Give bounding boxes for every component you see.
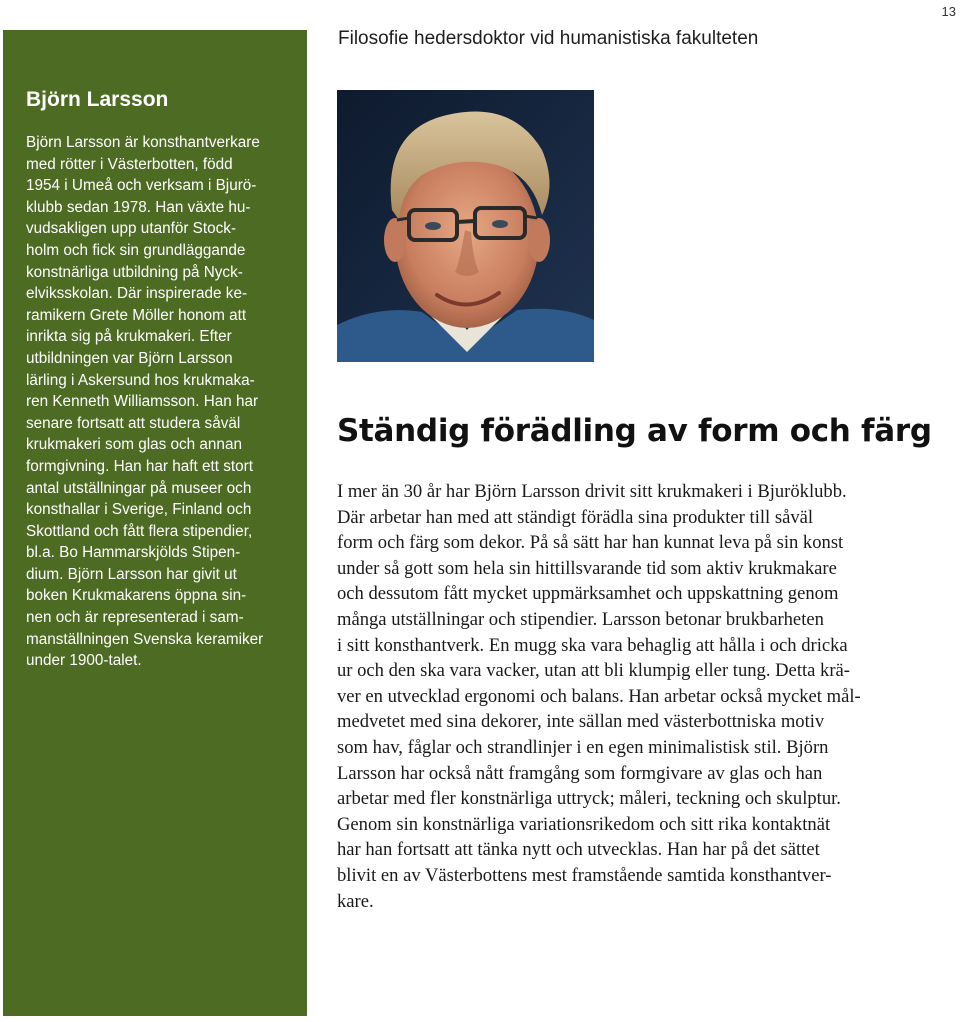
page-number: 13 <box>941 4 956 19</box>
faculty-header: Filosofie hedersdoktor vid humanistiska fakulteten <box>338 28 759 49</box>
article-body: I mer än 30 år har Björn Larsson drivit sitt krukmakeri i Bjuröklubb. Där arbetar han med att ständigt förädla sina produkter till såväl form och färg som dekor. På så sätt har han kunnat leva på sin konst under så gott som hela sin hittillsvarande tid som aktiv krukmakare och dessutom fått mycket uppmärksamhet och uppskattning genom många utställningar och stipendier. Larsson betonar brukbarheten i sitt konsthantverk. En mugg ska vara behaglig att hålla i och dricka ur och den ska vara vacker, utan att bli klumpig eller tung. Detta krä- ver en utvecklad ergonomi och balans. Han arbetar också mycket mål- medvetet med sina dekorer, inte sällan med västerbottniska motiv som hav, fåglar och strandlinjer i en egen minimalistisk stil. Björn Larsson har också nått framgång som formgivare av glas och han arbetar med fler konstnärliga uttryck; måleri, teckning och skulptur. Genom sin konstnärliga variationsrikedom och sitt rika kontaktnät har han fortsatt att tänka nytt och utvecklas. Han har på det sättet blivit en av Västerbottens mest framstående samtida konsthantver- kare. <box>337 481 861 912</box>
biography-sidebar <box>3 30 307 1016</box>
portrait-photo <box>337 90 594 362</box>
sidebar-biography-text: Björn Larsson är konsthantverkare med rötter i Västerbotten, född 1954 i Umeå och verksam i Bjurö- klubb sedan 1978. Han växte hu- vudsakligen upp utanför Stock- holm och fick sin grundläggande konstnärliga utbildning på Nyck- elviksskolan. Där inspirerade ke- ramikern Grete Möller honom att inrikta sig på krukmakeri. Efter utbildningen var Björn Larsson lärling i Askersund hos krukmaka- ren Kenneth Williamsson. Han har senare fortsatt att studera såväl krukmakeri som glas och annan formgivning. Han har haft ett stort antal utställningar på museer och konsthallar i Sverige, Finland och Skottland och fått flera stipendier, bl.a. Bo Hammarskjölds Stipen- dium. Björn Larsson har givit ut boken Krukmakarens öppna sin- nen och är representerad i sam- manställningen Svenska keramiker under 1900-talet. <box>26 134 264 670</box>
sidebar-name-heading: Björn Larsson <box>26 88 169 111</box>
article-heading: Ständig förädling av form och färg <box>337 413 932 449</box>
